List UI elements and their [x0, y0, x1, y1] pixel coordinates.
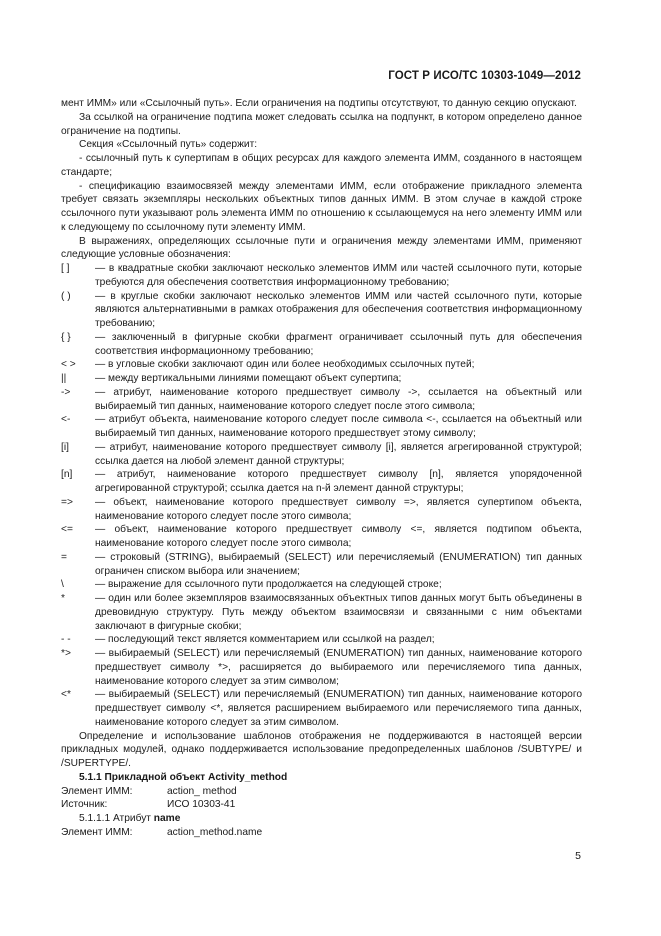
notation-text: — строковый (STRING), выбираемый (SELECT) или перечисляемый (ENUMERATION) тип данных ограничен списком выбора или значением; [95, 551, 582, 577]
notation-symbol: \ [61, 579, 64, 591]
notation-item [61, 262, 582, 290]
notation-item [61, 551, 582, 579]
mapping-value: ИСО 10303-41 [167, 799, 236, 811]
notation-list [61, 262, 582, 730]
document-header: ГОСТ Р ИСО/ТС 10303-1049—2012 [388, 70, 581, 82]
notation-symbol: || [61, 373, 67, 384]
notation-text: — выбираемый (SELECT) или перечисляемый (ENUMERATION) тип данных, наименование которого предшествует символу <*, является расширением выбираемого или перечисляемого типа данных, наименование которого следует за этим символом. [95, 689, 582, 728]
notation-symbol: *> [61, 648, 71, 659]
mapping-value: action_method.name [167, 826, 263, 838]
notation-item [61, 647, 582, 688]
notation-symbol: = [61, 551, 67, 563]
notation-item [61, 523, 582, 551]
notation-text: — объект, наименование которого предшествует символу =>, является супертипом объекта, наименование которого следует после этого символа; [95, 496, 582, 522]
notation-text: — в угловые скобки заключают один или более необходимых ссылочных путей; [95, 359, 475, 371]
notation-text: — последующий текст является комментарием или ссылкой на раздел; [95, 634, 435, 646]
notation-text: — в квадратные скобки заключают несколько элементов ИММ или частей ссылочного пути, которые требуются для обеспечения соответствия информационному требованию; [95, 263, 582, 288]
paragraph: Секция «Ссылочный путь» содержит: [79, 139, 258, 151]
paragraph: За ссылкой на ограничение подтипа может следовать ссылка на подпункт, в котором определено данное ограничение на подтипы. [61, 111, 582, 137]
notation-text: — объект, наименование которого предшествует символу <=, является подтипом объекта, наименование которого следует после этого символа; [95, 524, 582, 549]
notation-item [61, 331, 582, 359]
notation-item [61, 633, 582, 647]
notation-symbol: <= [61, 524, 73, 536]
mapping-row [61, 798, 582, 812]
notation-text: — между вертикальными линиями помещают объект супертипа; [95, 373, 402, 384]
page-number: 5 [575, 850, 581, 862]
subsection-prefix: 5.1.1.1 Атрибут [79, 813, 154, 824]
mapping-label: Элемент ИММ: [61, 826, 133, 838]
mapping-label: Источник: [61, 799, 108, 811]
document-body [61, 97, 582, 840]
paragraph: В выражениях, определяющих ссылочные пути и ограничения между элементами ИММ, применяют следующие условные обозначения: [61, 235, 582, 261]
notation-item [61, 441, 582, 469]
list-item: - ссылочный путь к супертипам в общих ресурсах для каждого элемента ИММ, созданного в настоящем стандарте; [61, 153, 582, 178]
notation-symbol: <* [61, 689, 71, 701]
mapping-label: Элемент ИММ: [61, 785, 133, 797]
notation-item [61, 578, 582, 592]
notation-item [61, 592, 582, 633]
notation-symbol: [ ] [61, 263, 70, 274]
mapping-value: action_ method [167, 785, 237, 797]
mapping-row [61, 826, 582, 840]
mapping-row [61, 785, 582, 799]
notation-text: — один или более экземпляров взаимосвязанных объектных типов данных могут быть объединены в древовидную структуру. Путь между объектом взаимосвязи и связанными с ним объектами заключают в фигурные скобки; [95, 593, 582, 632]
notation-item [61, 496, 582, 524]
notation-item [61, 386, 582, 414]
notation-text: — атрибут, наименование которого предшествует символу [i], является агрегированной структурой; ссылка дается на любой элемент данной структуры; [95, 441, 582, 467]
notation-item [61, 413, 582, 441]
notation-item [61, 468, 582, 496]
notation-symbol: ( ) [61, 290, 71, 302]
notation-item [61, 358, 582, 372]
paragraph: Определение и использование шаблонов отображения не поддерживаются в настоящей версии прикладных модулей, однако поддерживается использование предопределенных шаблонов /SUBTYPE/ и /SUPERTYPE/. [61, 730, 582, 769]
notation-symbol: [i] [61, 441, 69, 453]
notation-symbol: - - [61, 634, 71, 646]
notation-symbol: * [61, 593, 65, 604]
notation-symbol: < > [61, 359, 76, 371]
paragraph: мент ИММ» или «Ссылочный путь». Если ограничения на подтипы отсутствуют, то данную секцию опускают. [61, 98, 577, 109]
notation-item [61, 290, 582, 331]
notation-symbol: => [61, 496, 73, 508]
notation-text: — в круглые скобки заключают несколько элементов ИММ или частей ссылочного пути, которые являются альтернативными в рамках отображения для обеспечения соответствия информационному требованию; [95, 290, 582, 329]
notation-symbol: -> [61, 386, 71, 398]
notation-item [61, 688, 582, 729]
notation-item [61, 372, 582, 386]
notation-text: — атрибут объекта, наименование которого следует после символа <-, ссылается на объектный или выбираемый тип данных, наименование которого предшествует этому символу; [95, 414, 582, 439]
notation-text: — атрибут, наименование которого предшествует символу [n], является упорядоченной агрегированной структурой; ссылка дается на n-й элемент данной структуры; [95, 469, 582, 494]
notation-symbol: { } [61, 331, 71, 343]
section-heading: 5.1.1 Прикладной объект Activity_method [79, 771, 288, 783]
subsection-heading [79, 812, 582, 826]
notation-text: — заключенный в фигурные скобки фрагмент ограничивает ссылочный путь для обеспечения соответствия информационному требованию; [95, 331, 582, 357]
attribute-name: name [153, 813, 181, 824]
notation-symbol: <- [61, 414, 71, 426]
notation-text: — выбираемый (SELECT) или перечисляемый (ENUMERATION) тип данных, наименование которого предшествует символу *>, расширяется до выбираемого или перечисляемого типа данных, наименование которого следует за этим символом; [95, 648, 582, 687]
list-item: - спецификацию взаимосвязей между элементами ИММ, если отображение прикладного элемента требует связать экземпляры нескольких объектных типов данных ИММ. В этом случае в каждой строке ссылочного пути указывают роль элемента ИММ по отношению к ссылающемуся на него элементу ИММ или к следующему по ссылочному пути элементу ИММ. [61, 180, 582, 233]
notation-symbol: [n] [61, 469, 73, 481]
notation-text: — атрибут, наименование которого предшествует символу ->, ссылается на объектный или выбираемый тип данных, наименование которого следует после этого символа; [95, 386, 582, 412]
notation-text: — выражение для ссылочного пути продолжается на следующей строке; [95, 579, 442, 591]
